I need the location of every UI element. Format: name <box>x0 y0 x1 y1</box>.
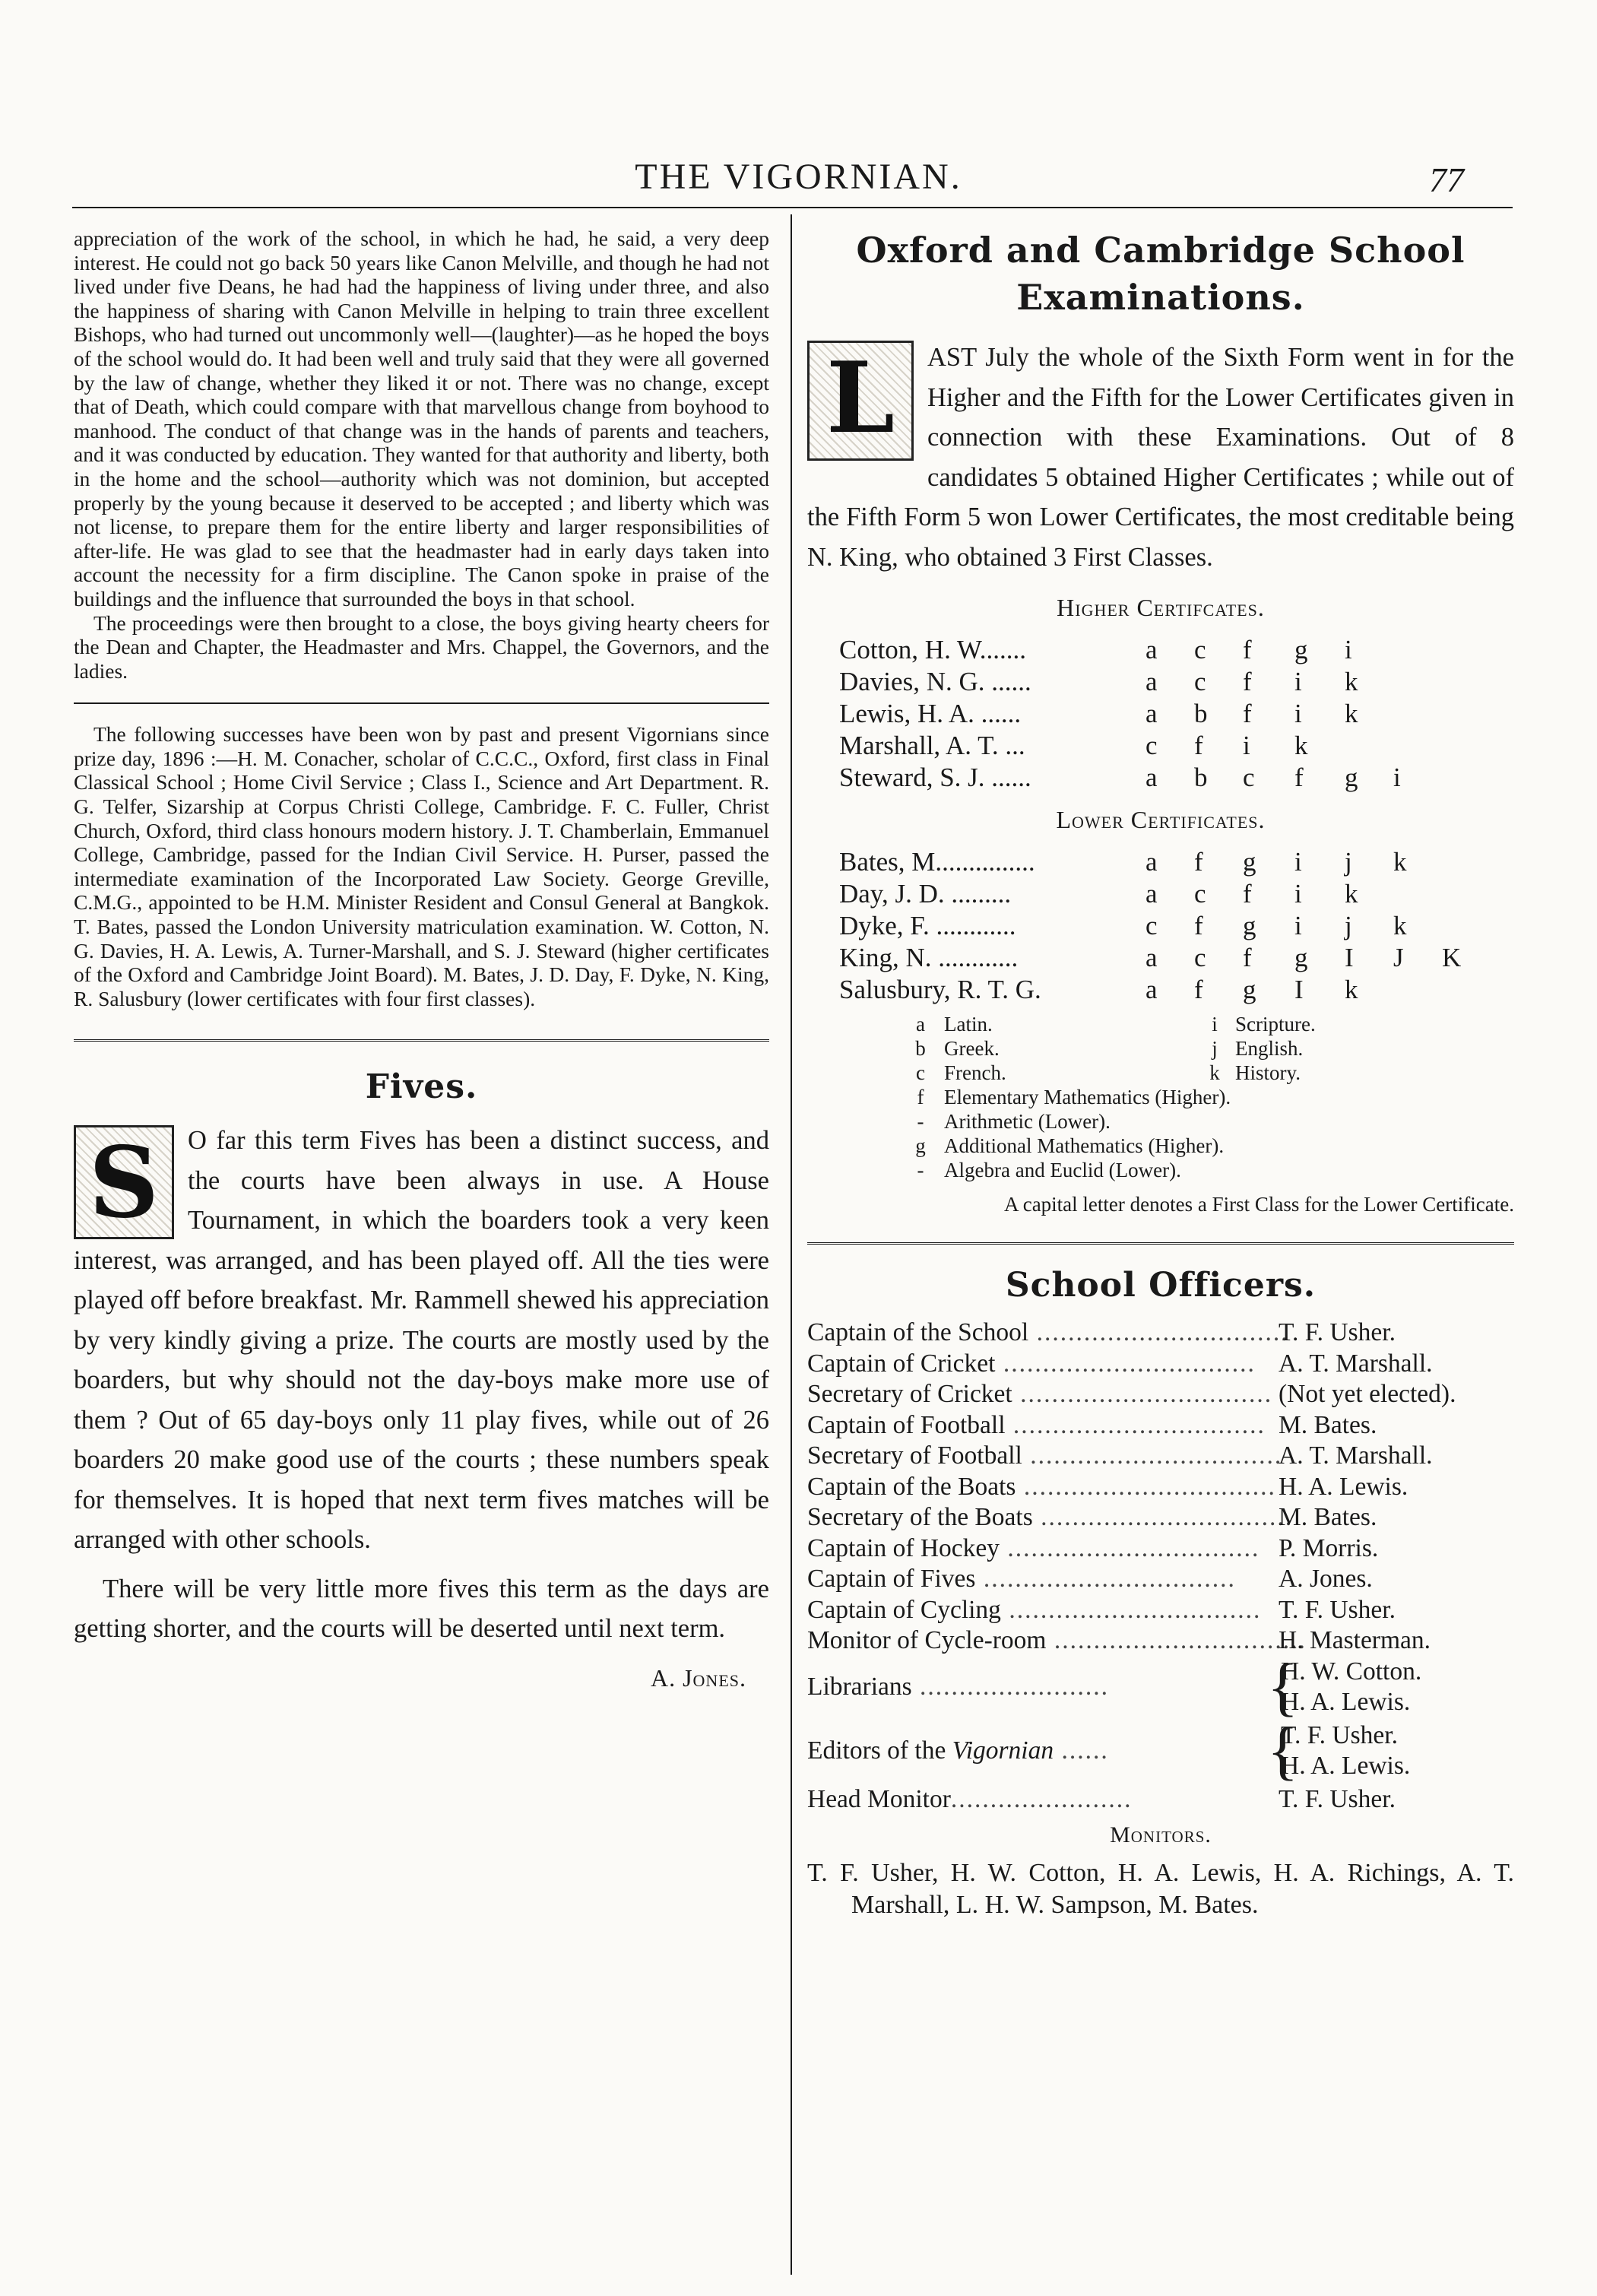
higher-certificate-row <box>807 730 1514 762</box>
grade-letter: b <box>1194 763 1208 792</box>
grade-letter: c <box>1145 731 1158 760</box>
officer-name: P. Morris. <box>1279 1533 1379 1562</box>
officer-role: Captain of Football ................................ <box>807 1410 1266 1439</box>
key-letter: i <box>1212 1013 1218 1035</box>
exams-heading-line: Oxford and Cambridge School <box>856 230 1466 271</box>
monitors-list: T. F. Usher, H. W. Cotton, H. A. Lewis, H. A. Richings, A. T. Marshall, L. H. W. Sampson, M. Bates. <box>807 1859 1514 1919</box>
officer-row-head-monitor <box>807 1784 1514 1816</box>
grade-letter: i <box>1243 731 1250 760</box>
officer-name: M. Bates. <box>1279 1410 1377 1439</box>
lower-certificate-row <box>807 910 1514 942</box>
grade-letter: a <box>1145 975 1158 1004</box>
key-subject: Arithmetic (Lower). <box>944 1110 1111 1133</box>
subject-key <box>807 1012 1514 1182</box>
officer-role: Captain of Cycling ................................ <box>807 1595 1262 1624</box>
higher-certificate-row <box>807 762 1514 794</box>
officer-name: T. F. Usher. <box>1279 1784 1396 1813</box>
higher-certificate-row <box>807 666 1514 698</box>
key-subject: Additional Mathematics (Higher). <box>944 1134 1225 1157</box>
grade-letter: f <box>1243 667 1252 696</box>
grade-letter: c <box>1194 635 1206 664</box>
officer-row-librarians <box>807 1649 1514 1723</box>
lower-certificate-row <box>807 942 1514 974</box>
grade-letter: g <box>1243 847 1256 877</box>
key-row <box>807 1085 1514 1109</box>
drop-cap-l: L <box>807 341 914 461</box>
officer-row <box>807 1564 1514 1595</box>
fives-paragraph: O far this term Fives has been a distinct success, and the courts have been always in use. A House Tournament, in which the boarders took a very keen interest, was arranged, and has been played off. All the ties were played off before breakfast. Mr. Rammell shewed his appreciation by very kindly giving a prize. The courts are mostly used by the boarders, but why should not the day-boys make more use of them ? Out of 65 day-boys only 11 play fives, while out of 26 boarders 20 make good use of the courts ; these numbers speak for themselves. It is hoped that next term fives matches will be arranged with other schools. <box>74 1126 769 1555</box>
officer-row <box>807 1379 1514 1410</box>
officer-role: Head Monitor....................... <box>807 1784 1133 1813</box>
grade-letter: f <box>1243 699 1252 728</box>
grade-letter: g <box>1294 635 1308 664</box>
grade-letter: g <box>1243 911 1256 940</box>
editor-name: H. A. Lewis. <box>1281 1752 1411 1780</box>
grade-letter: f <box>1194 975 1203 1004</box>
right-column <box>807 227 1514 1921</box>
officer-row <box>807 1349 1514 1380</box>
grade-letter: k <box>1393 911 1407 940</box>
left-column <box>74 227 769 1692</box>
lower-certificate-row <box>807 974 1514 1006</box>
grade-letter: i <box>1294 879 1302 909</box>
officer-name: A. T. Marshall. <box>1279 1349 1433 1378</box>
grade-letter: f <box>1194 911 1203 940</box>
officer-row <box>807 1502 1514 1533</box>
key-subject: Greek. <box>944 1037 1000 1060</box>
column-rule <box>791 214 792 2275</box>
key-letter: b <box>915 1037 926 1060</box>
candidate-name: Steward, S. J. ...... <box>839 763 1031 792</box>
grade-letter: I <box>1345 943 1354 972</box>
librarian-name: H. W. Cotton. <box>1281 1657 1422 1686</box>
higher-certificates-list <box>807 634 1514 794</box>
grade-letter: b <box>1194 699 1208 728</box>
drop-cap-s: S <box>74 1125 174 1239</box>
brace-glyph: { <box>1267 1649 1299 1723</box>
grade-letter: j <box>1345 911 1352 940</box>
higher-certificate-row <box>807 634 1514 666</box>
key-letter: g <box>915 1134 926 1157</box>
speech-paragraph: appreciation of the work of the school, in which he had, he said, a very deep interest. He could not go back 50 years like Canon Melville, and though he had not lived under five Deans, he had had the happiness of living under three, and also the happiness of sharing with Canon Melville in helping to train three excellent Bishops, who had turned out uncommonly well—(laughter)—as he hoped the boys of the school would do. It had been well and truly said that they were all governed by the law of change, whether they liked it or not. There was no change, except that of Death, which could compare with that marvellous change from boyhood to manhood. The conduct of that change was in the hands of parents and teachers, and it was conducted by education. They wanted for that authority and liberty, both in the home and the school—authority which was not dominion, but accepted properly by the young because it deserved to be accepted ; and liberty which was not license, to prepare them for the entire liberty and larger responsibilities of after-life. He was glad to see that the headmaster had in early days taken into account the necessity for a firm discipline. The Canon spoke in praise of the buildings and the influence that surrounded the boys in that school. <box>74 227 769 610</box>
grade-letter: a <box>1145 879 1158 909</box>
grade-letter: i <box>1294 667 1302 696</box>
grade-letter: i <box>1294 911 1302 940</box>
key-subject: Algebra and Euclid (Lower). <box>944 1159 1181 1181</box>
running-title: THE VIGORNIAN. <box>635 157 962 197</box>
key-letter: j <box>1212 1037 1218 1060</box>
officer-role: Secretary of Football ................................ <box>807 1441 1283 1470</box>
librarian-name: H. A. Lewis. <box>1281 1688 1411 1716</box>
key-subject: Elementary Mathematics (Higher). <box>944 1086 1231 1108</box>
grade-letter: i <box>1345 635 1352 664</box>
grade-letter: a <box>1145 847 1158 877</box>
key-letter: k <box>1209 1061 1220 1084</box>
higher-certificates-heading: Higher Certifcates. <box>1057 594 1265 621</box>
key-letter: f <box>917 1086 924 1108</box>
grade-letter: c <box>1243 763 1255 792</box>
key-subject: History. <box>1235 1061 1301 1084</box>
grade-letter: j <box>1345 847 1352 877</box>
grade-letter: c <box>1194 667 1206 696</box>
grade-letter: k <box>1345 879 1358 909</box>
officer-name: A. Jones. <box>1279 1565 1373 1593</box>
grade-letter: f <box>1194 847 1203 877</box>
officer-role: Librarians ........................ <box>807 1672 1110 1701</box>
candidate-name: Lewis, H. A. ...... <box>839 699 1022 728</box>
grade-letter: f <box>1243 879 1252 909</box>
grade-letter: f <box>1243 635 1252 664</box>
grade-letter: k <box>1345 975 1358 1004</box>
key-letter: - <box>917 1110 924 1133</box>
officer-row <box>807 1472 1514 1503</box>
higher-certificate-row <box>807 698 1514 730</box>
candidate-name: Day, J. D. ......... <box>839 879 1012 909</box>
officer-role: Captain of Cricket ................................ <box>807 1349 1256 1378</box>
officer-name: T. F. Usher. <box>1279 1318 1396 1346</box>
key-subject: English. <box>1235 1037 1304 1060</box>
officer-role: Secretary of Cricket ................................ <box>807 1380 1273 1408</box>
key-row <box>807 1134 1514 1158</box>
officer-row <box>807 1318 1514 1349</box>
officer-name: H. Masterman. <box>1279 1626 1431 1654</box>
officer-row-editors <box>807 1713 1514 1787</box>
page-number: 77 <box>1429 160 1464 199</box>
officer-role: Captain of the Boats ................................ <box>807 1472 1276 1501</box>
grade-letter: c <box>1145 911 1158 940</box>
grade-letter: J <box>1393 943 1404 972</box>
key-letter: c <box>916 1061 925 1084</box>
capital-letter-footnote: A capital letter denotes a First Class for the Lower Certificate. <box>1003 1193 1514 1216</box>
grade-letter: i <box>1294 699 1302 728</box>
grade-letter: f <box>1243 943 1252 972</box>
candidate-name: Bates, M............... <box>839 847 1035 877</box>
officer-role: Captain of Hockey ................................ <box>807 1533 1260 1562</box>
grade-letter: g <box>1243 975 1256 1004</box>
candidate-name: Marshall, A. T. ... <box>839 731 1025 760</box>
lower-certificates-list <box>807 846 1514 1006</box>
grade-letter: a <box>1145 667 1158 696</box>
grade-letter: g <box>1345 763 1358 792</box>
grade-letter: k <box>1345 699 1358 728</box>
fives-paragraph: There will be very little more fives this term as the days are getting shorter, and the courts will be deserted until next term. <box>74 1574 769 1644</box>
officer-row <box>807 1595 1514 1626</box>
officer-name: T. F. Usher. <box>1279 1595 1396 1624</box>
key-row <box>807 1109 1514 1134</box>
officers-heading: School Officers. <box>1005 1266 1317 1305</box>
exams-heading-line: Examinations. <box>1016 277 1305 318</box>
grade-letter: a <box>1145 763 1158 792</box>
grade-letter: g <box>1294 943 1308 972</box>
candidate-name: Salusbury, R. T. G. <box>839 975 1041 1004</box>
grade-letter: k <box>1294 731 1308 760</box>
fives-signature: A. Jones. <box>650 1663 746 1692</box>
fives-article <box>74 1121 769 1692</box>
key-row <box>807 1012 1514 1036</box>
grade-letter: K <box>1442 943 1462 972</box>
lower-certificate-row <box>807 846 1514 878</box>
key-subject: Latin. <box>944 1013 993 1035</box>
officer-role: Captain of Fives ................................ <box>807 1565 1236 1593</box>
key-row <box>807 1061 1514 1085</box>
key-row <box>807 1036 1514 1061</box>
officer-role: Secretary of the Boats ................................ <box>807 1503 1294 1531</box>
officer-role: Captain of the School ................................ <box>807 1318 1289 1346</box>
key-letter: - <box>917 1159 924 1181</box>
exams-heading <box>807 227 1514 321</box>
proceedings-paragraph: The proceedings were then brought to a close, the boys giving hearty cheers for the Dean and Chapter, the Headmaster and Mrs. Chappel, the Governors, and the ladies. <box>74 610 769 683</box>
grade-letter: a <box>1145 635 1158 664</box>
candidate-name: King, N. ............ <box>839 943 1019 972</box>
exams-intro: AST July the whole of the Sixth Form went in for the Higher and the Fifth for the Lower Certificates given in connection with these Examinations. Out of 8 candidates 5 obtained Higher Certificates ; while out of the Fifth Form 5 won Lower Certificates, the most creditable being N. King, who obtained 3 First Classes. <box>807 343 1514 572</box>
header-rule <box>72 207 1513 208</box>
brace-glyph: { <box>1267 1713 1299 1787</box>
grade-letter: c <box>1194 879 1206 909</box>
monitors-heading: Monitors. <box>1110 1822 1212 1847</box>
key-subject: French. <box>944 1061 1006 1084</box>
fives-heading: Fives. <box>365 1067 478 1107</box>
lower-certificate-row <box>807 878 1514 910</box>
candidate-name: Dyke, F. ............ <box>839 911 1016 940</box>
grade-letter: f <box>1294 763 1304 792</box>
officer-row <box>807 1410 1514 1441</box>
candidate-name: Cotton, H. W....... <box>839 635 1027 664</box>
officer-name: H. A. Lewis. <box>1279 1472 1408 1501</box>
officers-list <box>807 1318 1514 1657</box>
key-row <box>807 1158 1514 1182</box>
grade-letter: a <box>1145 943 1158 972</box>
candidate-name: Davies, N. G. ...... <box>839 667 1031 696</box>
lower-certificates-heading: Lower Certificates. <box>1056 806 1266 833</box>
grade-letter: k <box>1345 667 1358 696</box>
key-letter: a <box>916 1013 925 1035</box>
officer-role: Monitor of Cycle-room ................................ <box>807 1626 1307 1654</box>
key-subject: Scripture. <box>1235 1013 1316 1035</box>
officer-name: (Not yet elected). <box>1279 1380 1456 1408</box>
grade-letter: k <box>1393 847 1407 877</box>
grade-letter: c <box>1194 943 1206 972</box>
grade-letter: f <box>1194 731 1203 760</box>
grade-letter: I <box>1294 975 1304 1004</box>
officer-role: Editors of the Vigornian ...... <box>807 1736 1109 1765</box>
officer-row <box>807 1441 1514 1472</box>
successes-paragraph: The following successes have been won by past and present Vigornians since prize day, 1896 :—H. M. Conacher, scholar of C.C.C., Oxford, first class in Final Classical School ; Home Civil Service ; Class I., Science and Art Department. R. G. Telfer, Sizarship at Corpus Christi College, Cambridge. F. C. Fuller, Christ Church, Oxford, third class honours modern history. J. T. Chamberlain, Emmanuel College, Cambridge, passed for the Indian Civil Service. H. Purser, passed the intermediate examination of the Incorporated Law Society. George Greville, C.M.G., appointed to be H.M. Minister Resident and Consul General at Bangkok. T. Bates, passed the London University matriculation examination. W. Cotton, N. G. Davies, H. A. Lewis, A. Turner-Marshall, and S. J. Steward (higher certificates of the Oxford and Cambridge Joint Board). M. Bates, J. D. Day, F. Dyke, N. King, R. Salusbury (lower certificates with four first classes). <box>74 722 769 1010</box>
officer-row <box>807 1533 1514 1565</box>
editor-name: T. F. Usher. <box>1281 1720 1398 1749</box>
grade-letter: i <box>1294 847 1302 877</box>
officer-name: M. Bates. <box>1279 1503 1377 1531</box>
grade-letter: i <box>1393 763 1401 792</box>
officer-name: A. T. Marshall. <box>1279 1441 1433 1470</box>
grade-letter: a <box>1145 699 1158 728</box>
officer-row <box>807 1625 1514 1657</box>
exams-intro-block <box>807 338 1514 577</box>
